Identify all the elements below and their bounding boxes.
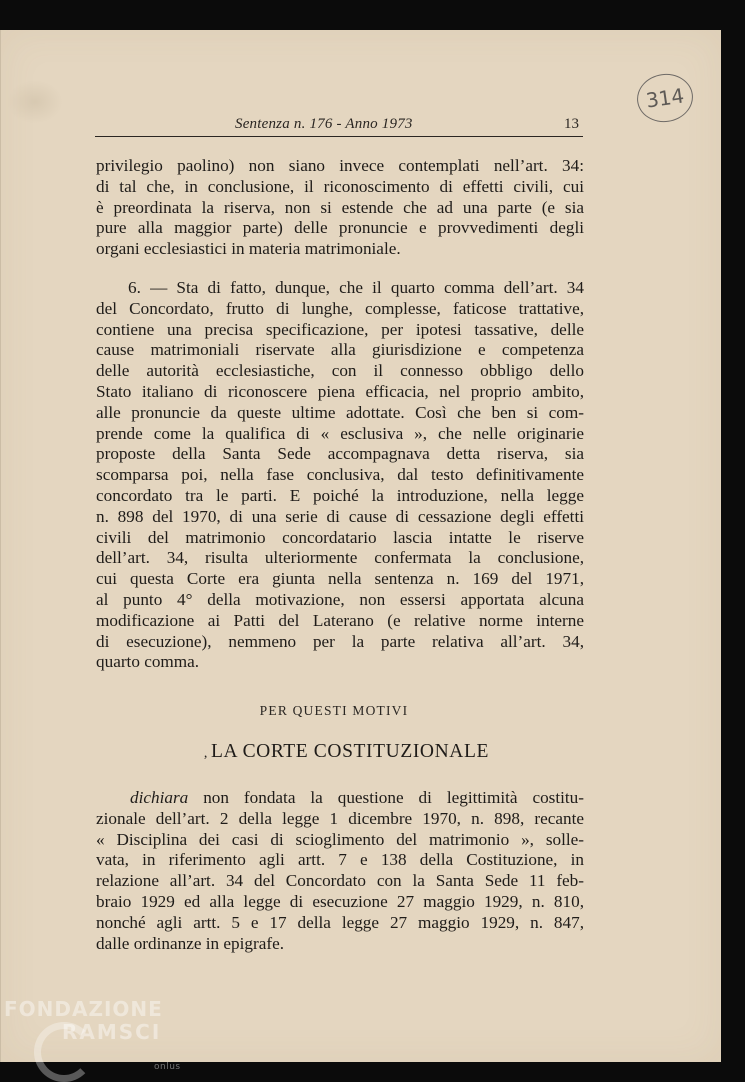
court-heading <box>0 741 720 763</box>
faded-stamp-mark <box>7 80 63 124</box>
running-title: Sentenza n. 176 - Anno 1973 <box>235 116 413 132</box>
text-line: dell’art. 34, risulta ulteriormente confermata la conclusione, <box>96 548 584 568</box>
text-line: di esecuzione), nemmeno per la parte relativa all’art. 34, <box>96 631 584 651</box>
text-line: del Concordato, frutto di lunghe, complesse, faticose trattative, <box>96 298 584 318</box>
watermark-line-3: onlus <box>154 1062 181 1072</box>
fondazione-gramsci-watermark <box>4 997 181 1072</box>
archive-page-stamp: 314 <box>634 70 696 125</box>
text-line: concordato tra le parti. E poiché la introduzione, nella legge <box>96 485 584 505</box>
dichiara-keyword: dichiara <box>130 788 189 807</box>
text-line: 6. — Sta di fatto, dunque, che il quarto comma dell’art. 34 <box>128 278 584 297</box>
page-number: 13 <box>564 116 579 132</box>
text-line: vata, in riferimento agli artt. 7 e 138 della Costituzione, in <box>96 850 584 870</box>
text-line: privilegio paolino) non siano invece contemplati nell’art. 34: <box>96 156 584 175</box>
text-line: contiene una precisa specificazione, per ipotesi tassative, delle <box>96 319 584 339</box>
text-line: organi ecclesiastici in materia matrimoniale. <box>96 239 401 259</box>
text-line: « Disciplina dei casi di scioglimento del matrimonio », solle- <box>96 829 584 849</box>
text-line: zionale dell’art. 2 della legge 1 dicembre 1970, n. 898, recante <box>96 808 584 828</box>
text-line: alle pronuncie da queste ultime adottate. Così che ben si com- <box>96 402 584 422</box>
text-line: Stato italiano di riconoscere piena efficacia, nel proprio ambito, <box>96 381 584 401</box>
text-line: quarto comma. <box>96 652 200 672</box>
paragraph-6 <box>96 278 584 673</box>
text-line: cause matrimoniali riservate alla giurisdizione e competenza <box>96 340 584 360</box>
text-line: relazione all’art. 34 del Concordato con la Santa Sede 11 feb- <box>96 871 584 891</box>
text-line: modificazione ai Patti del Laterano (e relative norme interne <box>96 610 584 630</box>
text-line: prende come la qualifica di « esclusiva », che nelle originarie <box>96 423 584 443</box>
text-line: civili del matrimonio concordatario lascia intatte le riserve <box>96 527 584 547</box>
dispositivo-paragraph <box>96 788 584 954</box>
text-line: di tal che, in conclusione, il riconoscimento di effetti civili, cui <box>96 176 584 196</box>
text-line: proposte della Santa Sede accompagnava detta riserva, sia <box>96 444 584 464</box>
paragraph-1 <box>96 156 584 260</box>
text-line: braio 1929 ed alla legge di esecuzione 27 maggio 1929, n. 810, <box>96 891 584 911</box>
text-line: pure alla maggior parte) delle pronuncie e provvedimenti degli <box>96 218 584 238</box>
g-logo-icon <box>34 1022 94 1082</box>
text-line: delle autorità ecclesiastiche, con il connesso obbligo dello <box>96 361 584 381</box>
text-line <box>96 788 584 809</box>
text-line: è preordinata la riserva, non si estende che ad una parte (e sia <box>96 197 584 217</box>
text-line: scomparsa poi, nella fase conclusiva, dal testo definitivamente <box>96 465 584 485</box>
running-header <box>95 116 583 137</box>
first-line-text: non fondata la questione di legittimità costitu- <box>188 788 584 807</box>
watermark-line-1: FONDAZIONE <box>4 997 163 1021</box>
text-line: cui questa Corte era giunta nella sentenza n. 169 del 1971, <box>96 569 584 589</box>
ink-mark: , <box>203 746 209 761</box>
court-heading-text: LA CORTE COSTITUZIONALE <box>210 741 490 762</box>
text-line: n. 898 del 1970, di una serie di cause di cessazione degli effetti <box>96 506 584 526</box>
text-line: dalle ordinanze in epigrafe. <box>96 933 285 953</box>
watermark-line-2: RAMSCI <box>62 1020 162 1044</box>
text-line: al punto 4° della motivazione, non essersi apportata alcuna <box>96 589 584 609</box>
per-questi-motivi-heading: PER QUESTI MOTIVI <box>259 703 409 718</box>
text-line: nonché agli artt. 5 e 17 della legge 27 maggio 1929, n. 847, <box>96 912 584 932</box>
